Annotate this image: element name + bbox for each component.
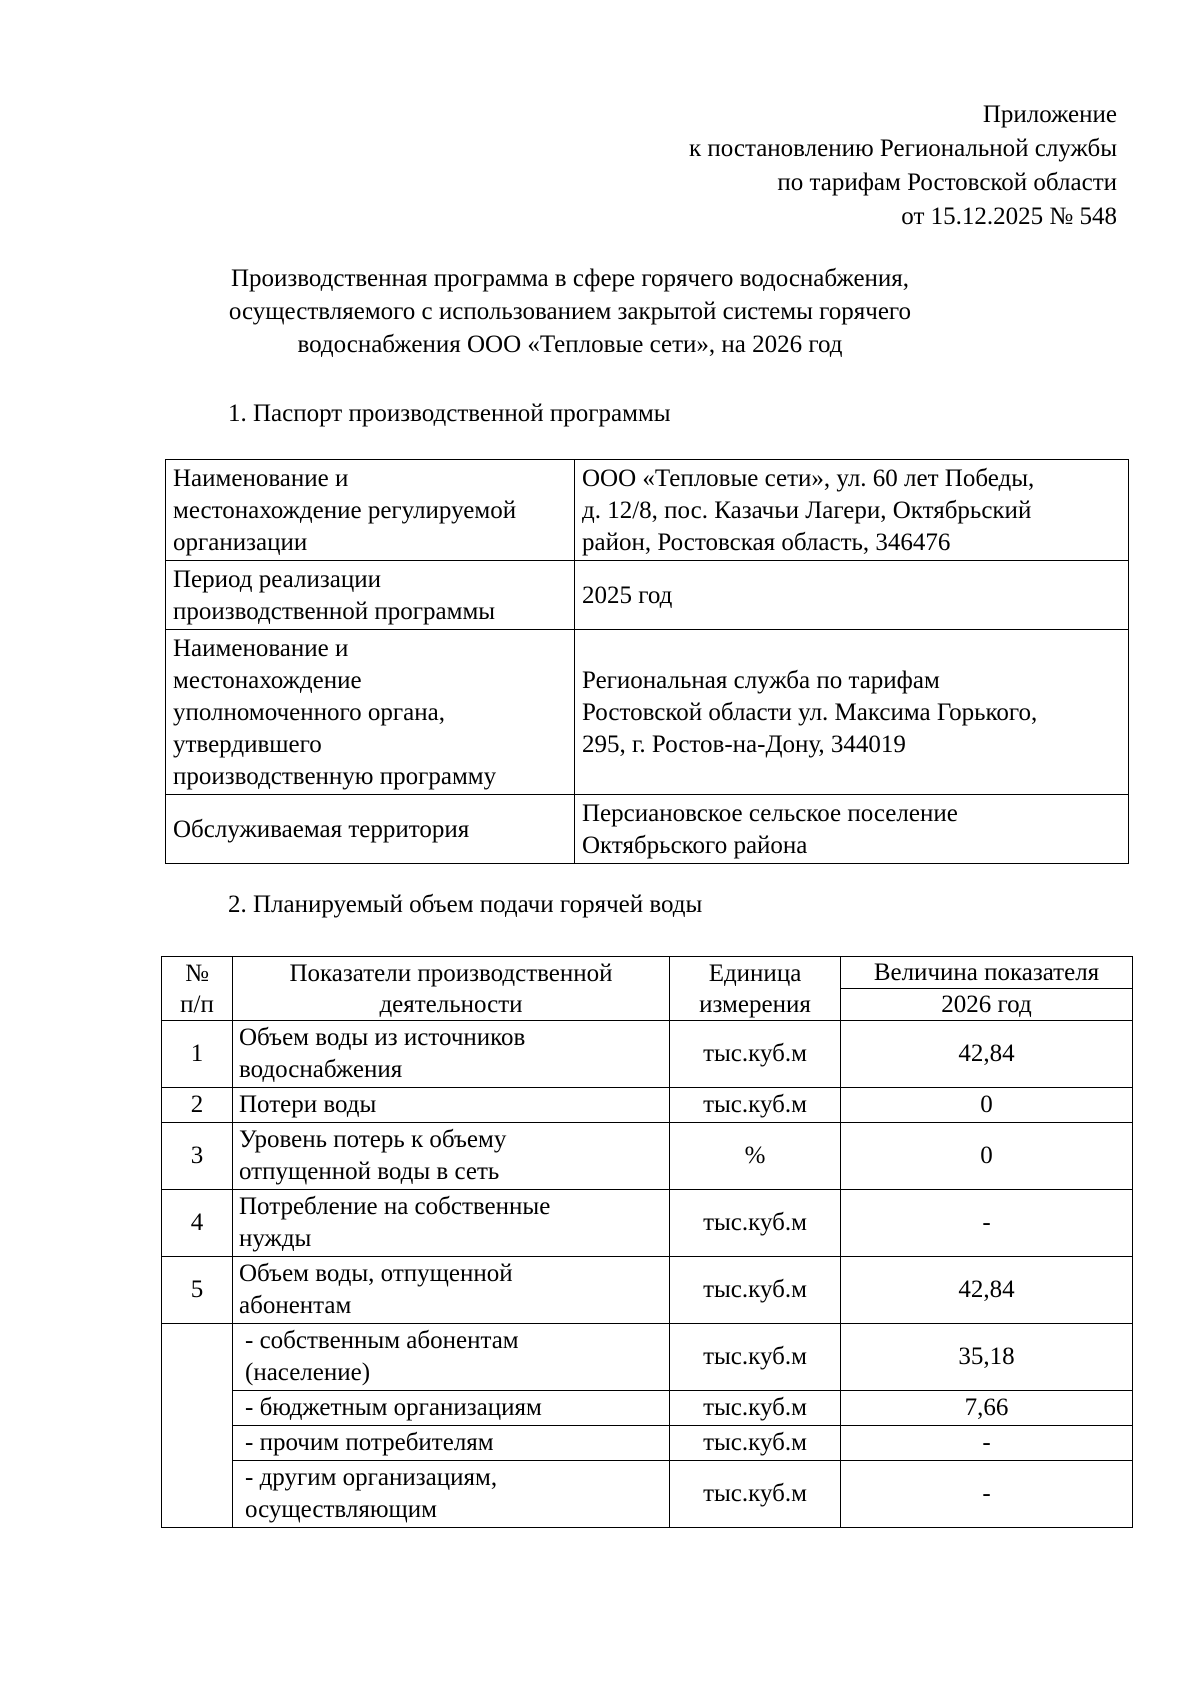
- annex-block: [689, 98, 1117, 234]
- table-subrow: [162, 1391, 1133, 1426]
- indicator-line: осуществляющим: [245, 1496, 437, 1523]
- indicator-line: Уровень потерь к объему: [239, 1126, 507, 1153]
- annex-line: Приложение: [982, 101, 1117, 128]
- subrow-value: 7,66: [841, 1391, 1133, 1426]
- indicator-line: (население): [245, 1359, 371, 1386]
- annex-line: от 15.12.2025 № 548: [901, 203, 1117, 230]
- passport-value-line: Октябрьского района: [582, 832, 808, 859]
- indicator-line: Потребление на собственные: [239, 1193, 551, 1220]
- passport-value-line: 295, г. Ростов-на-Дону, 344019: [582, 731, 906, 758]
- header-unit-line2: измерения: [699, 990, 811, 1018]
- subrow-unit: тыс.куб.м: [670, 1324, 841, 1391]
- passport-row: [166, 795, 1129, 864]
- water-volume-table: [161, 956, 1133, 1528]
- row-value: 42,84: [841, 1257, 1133, 1324]
- passport-value-line: д. 12/8, пос. Казачьи Лагери, Октябрьский: [582, 497, 1032, 524]
- row-unit: тыс.куб.м: [670, 1257, 841, 1324]
- header-year: 2026 год: [841, 989, 1133, 1021]
- subrow-value: 35,18: [841, 1324, 1133, 1391]
- title-line: Производственная программа в сфере горячего водоснабжения,: [230, 265, 910, 292]
- passport-row: [166, 630, 1129, 795]
- table-subrow: [162, 1324, 1133, 1391]
- row-number: 5: [162, 1257, 233, 1324]
- indicator-line: Потери воды: [239, 1091, 377, 1118]
- passport-label-line: местонахождение регулируемой: [173, 497, 517, 524]
- passport-value-line: Персиановское сельское поселение: [582, 800, 958, 827]
- passport-label-line: производственной программы: [173, 598, 496, 625]
- passport-value-line: Региональная служба по тарифам: [582, 667, 940, 694]
- header-row: [162, 957, 1133, 989]
- subrow-value: -: [841, 1426, 1133, 1461]
- passport-label-line: производственную программу: [173, 763, 497, 790]
- indicator-line: нужды: [239, 1225, 312, 1252]
- row-indicator: [233, 1257, 670, 1324]
- row-unit: тыс.куб.м: [670, 1021, 841, 1088]
- passport-value-line: ООО «Тепловые сети», ул. 60 лет Победы,: [582, 465, 1035, 492]
- annex-line: по тарифам Ростовской области: [777, 169, 1117, 196]
- passport-value-cell: [575, 795, 1129, 864]
- indicator-line: отпущенной воды в сеть: [239, 1158, 500, 1185]
- passport-label-cell: [166, 561, 575, 630]
- passport-label-cell: [166, 795, 575, 864]
- passport-row: [166, 460, 1129, 561]
- header-unit-line1: Единица: [708, 959, 802, 987]
- header-num: [162, 957, 233, 1021]
- header-indicator-line1: Показатели производственной: [289, 959, 613, 987]
- row-number: 1: [162, 1021, 233, 1088]
- section-1-heading: 1. Паспорт производственной программы: [228, 400, 671, 427]
- row-value: 0: [841, 1123, 1133, 1190]
- header-unit: [670, 957, 841, 1021]
- passport-value-line: район, Ростовская область, 346476: [582, 529, 951, 556]
- title-line: осуществляемого с использованием закрытой системы горячего: [228, 298, 912, 325]
- row-value: -: [841, 1190, 1133, 1257]
- water-volume-table-header: [162, 957, 1133, 1021]
- table-subrow: [162, 1426, 1133, 1461]
- indicator-line: - прочим потребителям: [245, 1429, 494, 1456]
- passport-value-cell: [575, 561, 1129, 630]
- passport-table-body: [166, 460, 1129, 864]
- table-row: [162, 1088, 1133, 1123]
- row-unit: %: [670, 1123, 841, 1190]
- passport-label-line: Наименование и: [173, 635, 349, 662]
- header-indicator: [233, 957, 670, 1021]
- row-number: 3: [162, 1123, 233, 1190]
- header-num-line1: №: [185, 959, 209, 987]
- header-num-line2: п/п: [180, 990, 214, 1018]
- row-value: 42,84: [841, 1021, 1133, 1088]
- section-2-heading: 2. Планируемый объем подачи горячей воды: [228, 891, 703, 918]
- table-row: [162, 1123, 1133, 1190]
- passport-label-line: уполномоченного органа,: [173, 699, 445, 726]
- header-indicator-line2: деятельности: [379, 990, 523, 1018]
- passport-label-line: организации: [173, 529, 308, 556]
- passport-value-cell: [575, 630, 1129, 795]
- indicator-line: - собственным абонентам: [245, 1327, 519, 1354]
- water-volume-table-body: [162, 1021, 1133, 1528]
- passport-label-line: Период реализации: [173, 566, 381, 593]
- subrow-indicator: [233, 1461, 670, 1528]
- indicator-line: абонентам: [239, 1292, 352, 1319]
- passport-value-line: 2025 год: [582, 582, 673, 609]
- subrow-value: -: [841, 1461, 1133, 1528]
- title-line: водоснабжения ООО «Тепловые сети», на 2026 год: [297, 331, 843, 358]
- row-indicator: [233, 1088, 670, 1123]
- row-unit: тыс.куб.м: [670, 1190, 841, 1257]
- row-unit: тыс.куб.м: [670, 1088, 841, 1123]
- passport-label-line: Обслуживаемая территория: [173, 816, 470, 843]
- table-row: [162, 1257, 1133, 1324]
- subrow-unit: тыс.куб.м: [670, 1461, 841, 1528]
- document-title: [150, 262, 990, 361]
- passport-label-cell: [166, 460, 575, 561]
- header-value: Величина показателя: [841, 957, 1133, 989]
- passport-label-line: местонахождение: [173, 667, 362, 694]
- indicator-line: Объем воды из источников: [239, 1024, 526, 1051]
- indicator-line: водоснабжения: [239, 1056, 403, 1083]
- row-indicator: [233, 1190, 670, 1257]
- indicator-line: Объем воды, отпущенной: [239, 1260, 513, 1287]
- row-value: 0: [841, 1088, 1133, 1123]
- subrow-indicator: [233, 1391, 670, 1426]
- table-row: [162, 1190, 1133, 1257]
- passport-label-cell: [166, 630, 575, 795]
- table-subrow: [162, 1461, 1133, 1528]
- row-number: 2: [162, 1088, 233, 1123]
- subrow-number: [162, 1324, 233, 1528]
- row-indicator: [233, 1123, 670, 1190]
- passport-table: [165, 459, 1129, 864]
- indicator-line: - бюджетным организациям: [245, 1394, 542, 1421]
- passport-value-line: Ростовской области ул. Максима Горького,: [582, 699, 1038, 726]
- row-number: 4: [162, 1190, 233, 1257]
- subrow-indicator: [233, 1426, 670, 1461]
- table-row: [162, 1021, 1133, 1088]
- subrow-unit: тыс.куб.м: [670, 1391, 841, 1426]
- annex-line: к постановлению Региональной службы: [688, 135, 1117, 162]
- passport-row: [166, 561, 1129, 630]
- passport-value-cell: [575, 460, 1129, 561]
- subrow-unit: тыс.куб.м: [670, 1426, 841, 1461]
- passport-label-line: Наименование и: [173, 465, 349, 492]
- passport-label-line: утвердившего: [173, 731, 322, 758]
- indicator-line: - другим организациям,: [245, 1464, 498, 1491]
- subrow-indicator: [233, 1324, 670, 1391]
- row-indicator: [233, 1021, 670, 1088]
